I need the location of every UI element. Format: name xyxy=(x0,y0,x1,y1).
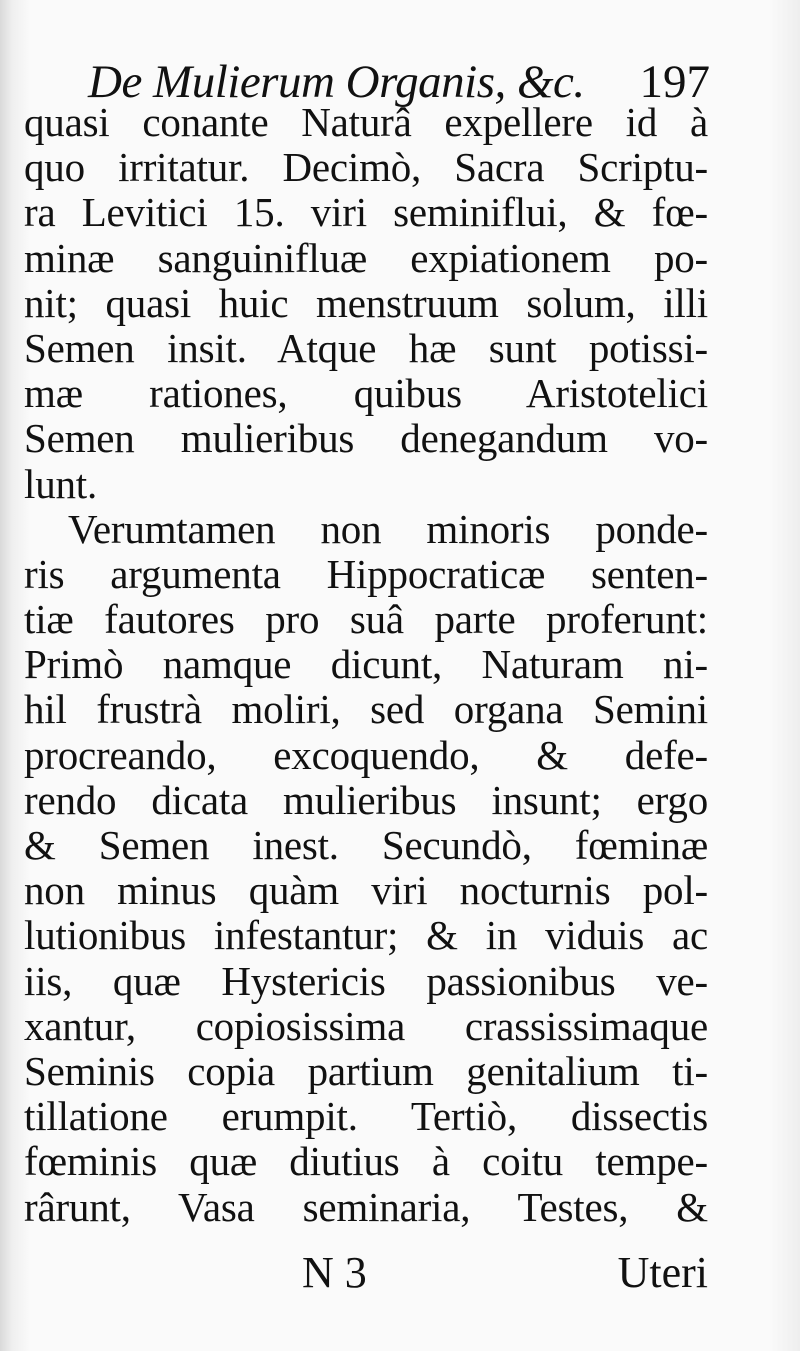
catchword: Uteri xyxy=(617,1248,708,1297)
text-line: Verumtamen non minoris ponde- xyxy=(68,505,708,552)
text-line: rârunt, Vasa seminaria, Testes, & xyxy=(24,1183,708,1230)
text-line: minæ sanguinifluæ expiationem po- xyxy=(24,234,708,281)
text-line: non minus quàm viri nocturnis pol- xyxy=(24,867,708,914)
text-line: quo irritatur. Decimò, Sacra Scriptu- xyxy=(24,144,708,191)
page-footer xyxy=(24,1246,708,1300)
text-line: ra Levitici 15. viri seminiflui, & fœ- xyxy=(24,189,708,236)
text-line: Primò namque dicunt, Naturam ni- xyxy=(24,641,708,688)
text-line: Semen mulieribus denegandum vo- xyxy=(24,415,708,462)
text-line: mæ rationes, quibus Aristotelici xyxy=(24,370,708,417)
text-line: Semen insit. Atque hæ sunt potissi- xyxy=(24,324,708,371)
page-number: 197 xyxy=(639,56,710,108)
text-line: hil frustrà moliri, sed organa Semini xyxy=(24,686,708,733)
text-line: ris argumenta Hippocraticæ senten- xyxy=(24,550,708,597)
text-line: lutionibus infestantur; & in viduis ac xyxy=(24,912,708,959)
text-line: tillatione erumpit. Tertiò, dissectis xyxy=(24,1093,708,1140)
text-line: procreando, excoquendo, & defe- xyxy=(24,731,708,778)
text-line: xantur, copiosissima crassissimaque xyxy=(24,1002,708,1049)
body-text xyxy=(24,100,708,1230)
text-line: nit; quasi huic menstruum solum, illi xyxy=(24,279,708,326)
text-line: rendo dicata mulieribus insunt; ergo xyxy=(24,776,708,823)
text-line: fœminis quæ diutius à coitu tempe- xyxy=(24,1138,708,1185)
text-line: & Semen inest. Secundò, fœminæ xyxy=(24,822,708,868)
signature-mark: N 3 xyxy=(302,1248,367,1297)
text-line: lunt. xyxy=(24,460,98,507)
text-line: tiæ fautores pro suâ parte proferunt: xyxy=(24,596,708,643)
text-line: Seminis copia partium genitalium ti- xyxy=(24,1047,708,1094)
running-title: De Mulierum Organis, &c. xyxy=(88,56,585,108)
text-line: quasi conante Naturâ expellere id à xyxy=(24,99,708,145)
text-line: iis, quæ Hystericis passionibus ve- xyxy=(24,957,708,1004)
